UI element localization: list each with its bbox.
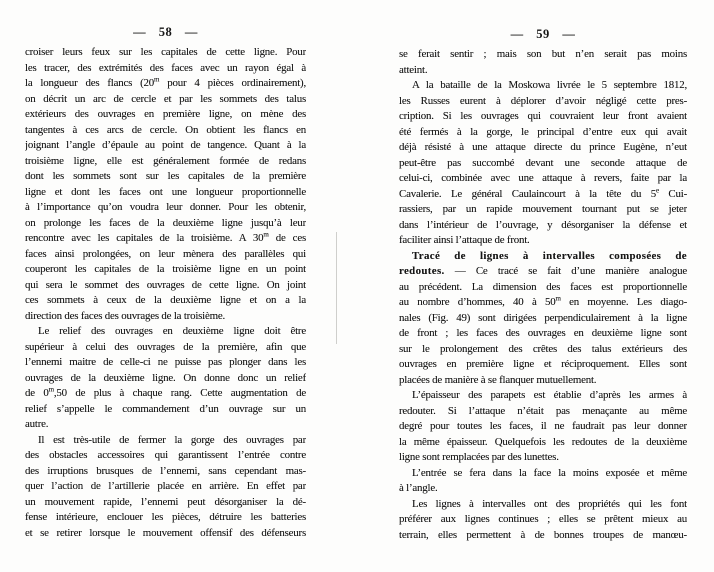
page-59-text — [399, 47, 687, 543]
body-text: faces ainsi prolongées, on leur mènera des parallèles qui — [25, 247, 306, 260]
text-line — [399, 481, 687, 497]
text-line — [25, 262, 306, 278]
paragraph — [25, 433, 306, 542]
text-line — [399, 249, 687, 265]
body-text: Cavalerie. Le général Caulaincourt à la tête du 5 — [399, 187, 656, 200]
text-line — [25, 76, 306, 92]
body-text: degré pour toutes les faces, il ne faudrait pas leur donner — [399, 420, 687, 432]
body-text: Les lignes à intervalles ont des propriétés qui les font — [412, 497, 687, 510]
body-text: se ferait sentir ; mais son but n’en serait pas moins — [399, 48, 687, 60]
text-line — [25, 185, 306, 201]
superscript-text: m — [555, 295, 561, 303]
text-line — [399, 326, 687, 342]
body-text: couperont les capitales de la troisième ligne en un point — [25, 263, 306, 275]
body-text: les tracer, des extrémités des faces avec un rayon égal à — [25, 61, 306, 74]
body-text: on prolonge les faces de la deuxième ligne jusqu’à leur — [25, 216, 306, 229]
text-line — [399, 373, 687, 389]
text-line — [25, 433, 306, 449]
body-text: ligne sont remplacées par des lunettes. — [399, 451, 559, 463]
body-text: déjà résisté à une attaque directe du prince Eugène, n’eut — [399, 141, 687, 153]
page-gutter-shadow — [336, 232, 337, 344]
text-line — [399, 357, 687, 373]
body-text: placées de manière à se flanquer mutuellement. — [399, 373, 597, 386]
text-line — [399, 342, 687, 358]
body-text: troisième ligne, elle est généralement formée de redans — [25, 154, 306, 167]
text-line — [25, 45, 306, 61]
body-text: L’entrée se fera dans la face la moins exposée et même — [412, 466, 687, 479]
text-line — [399, 419, 687, 435]
text-line — [25, 293, 306, 309]
text-line — [25, 510, 306, 526]
text-line — [25, 123, 306, 139]
text-line — [399, 63, 687, 79]
body-text: Le relief des ouvrages en deuxième ligne doit être — [38, 325, 306, 337]
body-text: fense intérieure, enclouer les pièces, détruire les batteries — [25, 511, 306, 523]
body-text: des irruptions brusques de l’ennemi, sans cependant mas- — [25, 464, 306, 477]
text-line — [25, 479, 306, 495]
text-line — [399, 388, 687, 404]
body-text: l’ennemi maitre de celle-ci ne puisse pas plonger dans les — [25, 356, 306, 368]
text-line — [25, 61, 306, 77]
body-text: nales (Fig. 49) sont dirigées perpendiculairement à la ligne — [399, 311, 687, 324]
text-line — [399, 94, 687, 110]
text-line — [25, 464, 306, 480]
text-line — [399, 280, 687, 296]
body-text: ligne et dont les faces ont une longueur proportionnelle — [25, 185, 306, 198]
bold-text: redoutes. — [399, 265, 445, 277]
text-line — [25, 216, 306, 232]
body-text: croiser leurs feux sur les capitales de cette ligne. Pour — [25, 46, 306, 58]
body-text: autre. — [25, 418, 49, 430]
body-text: qui sera le sommet des ouvrages de cette ligne. On joint — [25, 278, 306, 291]
page-58-text — [25, 45, 306, 541]
body-text: dans l’intérieur de l’ouvrage, y désorganiser la défense et — [399, 218, 687, 231]
body-text: on décrit un arc de cercle et par les sommets des talus — [25, 92, 306, 105]
text-line — [25, 169, 306, 185]
text-line — [399, 78, 687, 94]
body-text: Il est très-utile de fermer la gorge des ouvrages par — [38, 433, 306, 446]
text-line — [25, 231, 306, 247]
body-text: quer l’action de l’artillerie placée en arrière. En effet par — [25, 480, 306, 492]
text-line — [399, 202, 687, 218]
bold-text: Tracé de lignes à intervalles composées de — [412, 249, 687, 262]
paragraph — [399, 497, 687, 544]
body-text: de front ; les faces des ouvrages en deuxième ligne sont — [399, 327, 687, 339]
body-text: sur le prolongement des crêtes des talus extérieurs des — [399, 342, 687, 355]
body-text: terrain, elles permettent à de bonnes troupes de manœu- — [399, 528, 687, 541]
text-line — [399, 171, 687, 187]
body-text: ces sommets à ceux de la deuxième ligne et on a la — [25, 294, 306, 306]
body-text: la même épaisseur. Quelquefois les redoutes de la deuxième — [399, 435, 687, 448]
body-text: tangentes à ces arcs de cercle. On obtient les flancs en — [25, 123, 306, 136]
text-line — [399, 47, 687, 63]
paragraph — [399, 388, 687, 466]
body-text: la longueur des flancs (20 — [25, 77, 155, 89]
text-line — [25, 278, 306, 294]
text-line — [399, 311, 687, 327]
text-line — [399, 466, 687, 482]
text-line — [399, 295, 687, 311]
text-line — [399, 187, 687, 203]
text-line — [25, 448, 306, 464]
body-text: cription. Si les ouvrages qui couvraient leur front avaient — [399, 110, 687, 122]
paragraph — [399, 249, 687, 389]
text-line — [25, 200, 306, 216]
text-line — [399, 528, 687, 544]
text-line — [25, 92, 306, 108]
body-text: supérieur à celui des ouvrages de la première, afin que — [25, 340, 306, 353]
superscript-text: m — [48, 386, 54, 394]
text-line — [25, 495, 306, 511]
body-text: à l’importance qu’on voudra leur donner. Pour les obtenir, — [25, 201, 306, 213]
text-line — [25, 355, 306, 371]
body-text: relief s’appelle le commandement d’un ouvrage sur un — [25, 402, 306, 415]
body-text: de ces — [268, 232, 306, 244]
page-number: — 59 — — [510, 27, 576, 41]
body-text: rassiers, par un rapide mouvement tournant put se jeter — [399, 203, 687, 215]
body-text: au précédent. La dimension des faces est proportionnelle — [399, 280, 687, 293]
superscript-text: m — [154, 76, 160, 84]
text-line — [399, 109, 687, 125]
page-59 — [399, 27, 687, 543]
body-text: les Russes eurent à déplorer d’avoir négligé cette pres- — [399, 94, 687, 107]
body-text: A la bataille de la Moskowa livrée le 5 septembre 1812, — [412, 79, 687, 91]
text-line — [25, 154, 306, 170]
page-58 — [25, 25, 306, 541]
body-text: rencontre avec les capitales de la troisième. A 30 — [25, 232, 264, 244]
paragraph — [25, 324, 306, 433]
text-line — [399, 435, 687, 451]
superscript-text: m — [263, 231, 269, 239]
body-text: dont les sommets sont sur les capitales de la première — [25, 170, 306, 182]
text-line — [399, 264, 687, 280]
text-line — [25, 107, 306, 123]
text-line — [399, 156, 687, 172]
body-text: été fermés à la gorge, le principal d’entre eux qui avait — [399, 125, 687, 138]
text-line — [25, 247, 306, 263]
text-line — [25, 138, 306, 154]
body-text: joignant l’angle d’épaule au point de tangence. Quant à la — [25, 139, 306, 151]
body-text: pour 4 pièces ordinairement), — [159, 77, 306, 89]
text-line — [25, 340, 306, 356]
text-line — [25, 417, 306, 433]
text-line — [399, 140, 687, 156]
paragraph — [25, 45, 306, 324]
body-text: et se retirer lorsque le mouvement offensif des défenseurs — [25, 526, 306, 539]
body-text: celui-ci, combinée avec une attaque à revers, faite par la — [399, 172, 687, 184]
body-text: L’épaisseur des parapets est établie d’après les armes à — [412, 389, 687, 401]
text-line — [399, 233, 687, 249]
body-text: ouvrages de la deuxième ligne. On donne donc un relief — [25, 371, 306, 384]
body-text: ouvrages en première ligne et réciproquement. Elles sont — [399, 358, 687, 370]
superscript-text: e — [655, 186, 659, 194]
body-text: préférer aux lignes continues ; elles se prêtent mieux au — [399, 513, 687, 525]
body-text: en moyenne. Les diago- — [560, 296, 687, 308]
body-text: extérieurs des ouvrages en première ligne, on mène des — [25, 108, 306, 120]
text-line — [25, 402, 306, 418]
body-text: à l’angle. — [399, 482, 438, 494]
text-line — [399, 497, 687, 513]
body-text: atteint. — [399, 63, 428, 76]
paragraph — [399, 78, 687, 249]
paragraph — [399, 466, 687, 497]
body-text: des obstacles accessoires qui garantissent l’entrée contre — [25, 449, 306, 461]
body-text: au nombre d’hommes, 40 à 50 — [399, 296, 556, 308]
body-text: redouter. Si l’attaque n’était pas menaçante au même — [399, 404, 687, 417]
body-text: peut-être pas succombé devant une seconde attaque de — [399, 156, 687, 169]
text-line — [25, 386, 306, 402]
text-line — [25, 526, 306, 542]
body-text: faciliter ainsi l’attaque de front. — [399, 234, 530, 246]
text-line — [399, 450, 687, 466]
page-number: — 58 — — [133, 25, 198, 39]
body-text: Cui- — [658, 187, 687, 200]
text-line — [25, 309, 306, 325]
text-line — [399, 218, 687, 234]
text-line — [399, 512, 687, 528]
body-text: un mouvement rapide, l’ennemi peut désorganiser la dé- — [25, 495, 306, 508]
body-text: direction des faces des ouvrages de la troisième. — [25, 309, 226, 322]
body-text: de 0 — [25, 387, 49, 399]
text-line — [25, 371, 306, 387]
text-line — [399, 404, 687, 420]
body-text: ,50 de plus à chaque rang. Cette augmentation de — [53, 387, 306, 399]
text-line — [25, 324, 306, 340]
text-line — [399, 125, 687, 141]
body-text: — Ce tracé se fait d’une manière analogue — [444, 265, 687, 277]
paragraph — [399, 47, 687, 78]
